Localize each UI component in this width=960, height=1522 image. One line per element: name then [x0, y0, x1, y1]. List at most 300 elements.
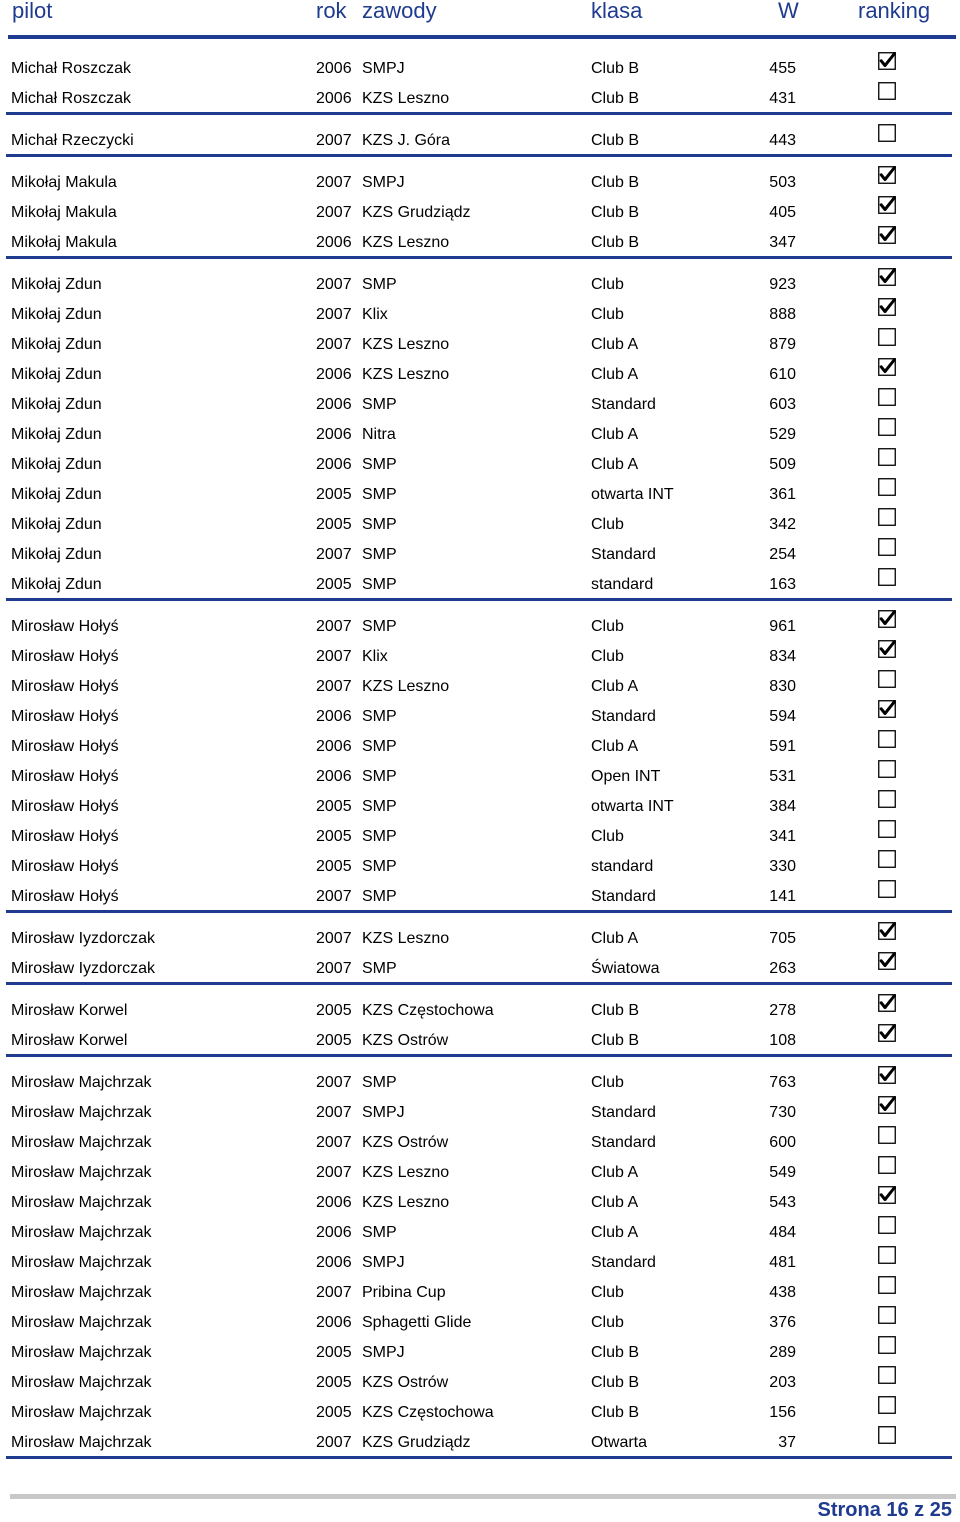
cell-year: 2006 [316, 708, 352, 725]
cell-event: KZS Leszno [362, 678, 450, 695]
cell-event: SMP [362, 1224, 397, 1241]
table-row [0, 366, 960, 396]
cell-w: 529 [769, 426, 796, 443]
empty-box-icon [878, 1336, 896, 1354]
table-row [0, 1194, 960, 1224]
cell-class: Standard [591, 1134, 656, 1151]
cell-class: Club B [591, 60, 640, 77]
cell-year: 2007 [316, 1134, 352, 1151]
table-row [0, 1254, 960, 1284]
header-rok: rok [316, 0, 347, 23]
cell-pilot: Mirosław Hołyś [11, 618, 119, 635]
cell-w: 347 [769, 234, 796, 251]
cell-class: Club B [591, 1374, 640, 1391]
table-row [0, 1434, 960, 1464]
header-ranking: ranking [858, 0, 931, 23]
cell-w: 342 [769, 516, 796, 533]
cell-year: 2005 [316, 1374, 352, 1391]
cell-year: 2007 [316, 1434, 352, 1451]
cell-pilot: Mikołaj Zdun [11, 516, 102, 533]
cell-pilot: Mirosław Hołyś [11, 738, 119, 755]
empty-box-icon [878, 1366, 896, 1384]
empty-box-icon [878, 1276, 896, 1294]
cell-year: 2007 [316, 1104, 352, 1121]
table-row [0, 768, 960, 798]
table-row [0, 1374, 960, 1404]
cell-event: Klix [362, 306, 388, 323]
empty-box-icon [878, 328, 896, 346]
cell-w: 37 [778, 1434, 796, 1451]
checked-box-icon [878, 196, 896, 214]
cell-pilot: Mirosław Majchrzak [11, 1344, 152, 1361]
cell-class: Club B [591, 1344, 640, 1361]
cell-w: 330 [769, 858, 796, 875]
table-row [0, 1002, 960, 1032]
cell-pilot: Mikołaj Zdun [11, 336, 102, 353]
cell-w: 961 [769, 618, 796, 635]
group-separator [6, 598, 952, 601]
cell-w: 431 [769, 90, 796, 107]
footer-rule [10, 1494, 956, 1499]
cell-w: 763 [769, 1074, 796, 1091]
cell-year: 2007 [316, 930, 352, 947]
table-row [0, 174, 960, 204]
checked-box-icon [878, 994, 896, 1012]
cell-class: Club B [591, 1032, 640, 1049]
cell-w: 254 [769, 546, 796, 563]
cell-event: KZS Ostrów [362, 1032, 449, 1049]
cell-w: 156 [769, 1404, 796, 1421]
checked-box-icon [878, 52, 896, 70]
cell-pilot: Mirosław Hołyś [11, 888, 119, 905]
cell-class: standard [591, 576, 654, 593]
cell-w: 610 [769, 366, 796, 383]
cell-class: Club A [591, 366, 639, 383]
checked-box-icon [878, 226, 896, 244]
table-row [0, 888, 960, 918]
empty-box-icon [878, 820, 896, 838]
cell-pilot: Mikołaj Zdun [11, 456, 102, 473]
cell-w: 484 [769, 1224, 796, 1241]
cell-class: Standard [591, 888, 656, 905]
cell-class: Club B [591, 204, 640, 221]
group-separator [6, 256, 952, 259]
table-row [0, 708, 960, 738]
checked-box-icon [878, 298, 896, 316]
table-row [0, 234, 960, 264]
table-row [0, 678, 960, 708]
cell-year: 2007 [316, 960, 352, 977]
cell-year: 2007 [316, 174, 352, 191]
cell-class: otwarta INT [591, 486, 674, 503]
empty-box-icon [878, 1216, 896, 1234]
empty-box-icon [878, 1396, 896, 1414]
cell-year: 2006 [316, 768, 352, 785]
cell-year: 2006 [316, 1254, 352, 1271]
cell-w: 888 [769, 306, 796, 323]
cell-w: 341 [769, 828, 796, 845]
cell-event: Pribina Cup [362, 1284, 446, 1301]
cell-class: Club [591, 1314, 624, 1331]
cell-class: Club A [591, 456, 639, 473]
cell-w: 730 [769, 1104, 796, 1121]
cell-year: 2006 [316, 396, 352, 413]
cell-year: 2007 [316, 678, 352, 695]
cell-w: 278 [769, 1002, 796, 1019]
page-number: Strona 16 z 25 [817, 1499, 952, 1521]
cell-pilot: Mirosław Majchrzak [11, 1224, 152, 1241]
cell-class: Club [591, 1074, 624, 1091]
cell-w: 443 [769, 132, 796, 149]
empty-box-icon [878, 418, 896, 436]
cell-event: SMP [362, 858, 397, 875]
cell-w: 543 [769, 1194, 796, 1211]
cell-pilot: Mirosław Majchrzak [11, 1194, 152, 1211]
cell-class: otwarta INT [591, 798, 674, 815]
cell-event: SMPJ [362, 174, 405, 191]
cell-year: 2005 [316, 486, 352, 503]
empty-box-icon [878, 1156, 896, 1174]
cell-year: 2005 [316, 576, 352, 593]
cell-class: Club [591, 648, 624, 665]
cell-event: SMP [362, 888, 397, 905]
table-row [0, 576, 960, 606]
cell-year: 2006 [316, 1314, 352, 1331]
cell-event: SMP [362, 456, 397, 473]
cell-pilot: Mirosław Hołyś [11, 768, 119, 785]
cell-w: 830 [769, 678, 796, 695]
empty-box-icon [878, 850, 896, 868]
table-row [0, 858, 960, 888]
header-klasa: klasa [591, 0, 643, 23]
table-row [0, 798, 960, 828]
cell-pilot: Mikołaj Zdun [11, 276, 102, 293]
cell-class: Club B [591, 1002, 640, 1019]
cell-w: 141 [769, 888, 796, 905]
cell-year: 2006 [316, 426, 352, 443]
cell-pilot: Mirosław Majchrzak [11, 1374, 152, 1391]
cell-event: SMP [362, 618, 397, 635]
cell-event: SMP [362, 768, 397, 785]
cell-w: 594 [769, 708, 796, 725]
cell-class: Club A [591, 1164, 639, 1181]
cell-year: 2005 [316, 858, 352, 875]
cell-w: 438 [769, 1284, 796, 1301]
cell-event: KZS Leszno [362, 90, 450, 107]
cell-year: 2005 [316, 1002, 352, 1019]
empty-box-icon [878, 730, 896, 748]
cell-pilot: Mirosław Hołyś [11, 678, 119, 695]
cell-event: KZS Częstochowa [362, 1404, 494, 1421]
cell-event: SMP [362, 486, 397, 503]
cell-event: SMPJ [362, 1344, 405, 1361]
cell-pilot: Mikołaj Zdun [11, 426, 102, 443]
table-row [0, 1404, 960, 1434]
cell-pilot: Mikołaj Zdun [11, 306, 102, 323]
cell-pilot: Mirosław Majchrzak [11, 1314, 152, 1331]
cell-pilot: Mirosław Hołyś [11, 828, 119, 845]
cell-class: Club [591, 828, 624, 845]
cell-w: 705 [769, 930, 796, 947]
cell-event: KZS Grudziądz [362, 1434, 471, 1451]
cell-w: 603 [769, 396, 796, 413]
checked-box-icon [878, 640, 896, 658]
cell-event: KZS Ostrów [362, 1374, 449, 1391]
checked-box-icon [878, 922, 896, 940]
cell-class: Club A [591, 1224, 639, 1241]
cell-class: Club A [591, 336, 639, 353]
cell-pilot: Mirosław Hołyś [11, 708, 119, 725]
table-row [0, 1224, 960, 1254]
cell-year: 2007 [316, 204, 352, 221]
table-row [0, 738, 960, 768]
cell-w: 289 [769, 1344, 796, 1361]
table-row [0, 456, 960, 486]
cell-class: Club A [591, 1194, 639, 1211]
cell-class: Standard [591, 396, 656, 413]
cell-year: 2007 [316, 132, 352, 149]
cell-class: Club A [591, 930, 639, 947]
header-zawody: zawody [362, 0, 437, 23]
cell-event: KZS Częstochowa [362, 1002, 494, 1019]
checked-box-icon [878, 358, 896, 376]
cell-year: 2006 [316, 366, 352, 383]
group-separator [6, 112, 952, 115]
cell-pilot: Michał Roszczak [11, 60, 132, 77]
cell-pilot: Mirosław Iyzdorczak [11, 930, 156, 947]
cell-class: Club [591, 276, 624, 293]
checked-box-icon [878, 1096, 896, 1114]
group-separator [6, 154, 952, 157]
cell-w: 263 [769, 960, 796, 977]
cell-class: Standard [591, 1104, 656, 1121]
cell-pilot: Mirosław Korwel [11, 1002, 128, 1019]
empty-box-icon [878, 448, 896, 466]
cell-year: 2005 [316, 1404, 352, 1421]
table-row [0, 1032, 960, 1062]
cell-w: 834 [769, 648, 796, 665]
table-row [0, 60, 960, 90]
empty-box-icon [878, 124, 896, 142]
cell-class: Club [591, 618, 624, 635]
cell-event: SMP [362, 738, 397, 755]
empty-box-icon [878, 790, 896, 808]
cell-year: 2007 [316, 618, 352, 635]
checked-box-icon [878, 166, 896, 184]
cell-class: Standard [591, 1254, 656, 1271]
cell-event: SMP [362, 798, 397, 815]
cell-event: Nitra [362, 426, 396, 443]
cell-class: Club [591, 1284, 624, 1301]
cell-w: 203 [769, 1374, 796, 1391]
table-row [0, 516, 960, 546]
cell-year: 2006 [316, 234, 352, 251]
cell-pilot: Mirosław Majchrzak [11, 1104, 152, 1121]
cell-event: SMPJ [362, 60, 405, 77]
cell-w: 455 [769, 60, 796, 77]
table-row [0, 1134, 960, 1164]
table-row [0, 930, 960, 960]
cell-class: Standard [591, 708, 656, 725]
table-row [0, 1284, 960, 1314]
cell-w: 108 [769, 1032, 796, 1049]
cell-event: SMP [362, 828, 397, 845]
cell-pilot: Mirosław Hołyś [11, 648, 119, 665]
checked-box-icon [878, 610, 896, 628]
table-row [0, 132, 960, 162]
table-header [0, 0, 960, 30]
cell-class: Open INT [591, 768, 661, 785]
cell-class: Club A [591, 678, 639, 695]
cell-class: Club B [591, 174, 640, 191]
table-end-rule [6, 1456, 952, 1459]
empty-box-icon [878, 760, 896, 778]
cell-event: KZS Leszno [362, 930, 450, 947]
cell-event: SMP [362, 708, 397, 725]
cell-w: 481 [769, 1254, 796, 1271]
checked-box-icon [878, 1066, 896, 1084]
cell-pilot: Mirosław Majchrzak [11, 1164, 152, 1181]
cell-event: SMP [362, 516, 397, 533]
table-row [0, 336, 960, 366]
empty-box-icon [878, 508, 896, 526]
table-row [0, 648, 960, 678]
cell-w: 531 [769, 768, 796, 785]
cell-class: Club [591, 306, 624, 323]
cell-year: 2007 [316, 336, 352, 353]
cell-w: 361 [769, 486, 796, 503]
cell-w: 376 [769, 1314, 796, 1331]
empty-box-icon [878, 478, 896, 496]
empty-box-icon [878, 568, 896, 586]
cell-year: 2006 [316, 60, 352, 77]
cell-event: KZS J. Góra [362, 132, 451, 149]
cell-w: 405 [769, 204, 796, 221]
cell-event: KZS Grudziądz [362, 204, 471, 221]
cell-event: KZS Leszno [362, 234, 450, 251]
cell-class: Club A [591, 738, 639, 755]
cell-w: 509 [769, 456, 796, 473]
empty-box-icon [878, 1306, 896, 1324]
cell-pilot: Mikołaj Zdun [11, 396, 102, 413]
cell-pilot: Mirosław Iyzdorczak [11, 960, 156, 977]
cell-class: Światowa [591, 960, 660, 977]
cell-year: 2007 [316, 1074, 352, 1091]
cell-pilot: Mirosław Majchrzak [11, 1074, 152, 1091]
cell-w: 879 [769, 336, 796, 353]
cell-w: 600 [769, 1134, 796, 1151]
cell-w: 923 [769, 276, 796, 293]
table-row [0, 828, 960, 858]
checked-box-icon [878, 700, 896, 718]
cell-pilot: Mirosław Majchrzak [11, 1284, 152, 1301]
cell-pilot: Mikołaj Makula [11, 174, 117, 191]
cell-class: Club A [591, 426, 639, 443]
cell-year: 2005 [316, 1032, 352, 1049]
cell-year: 2005 [316, 516, 352, 533]
cell-event: SMP [362, 546, 397, 563]
cell-class: Club [591, 516, 624, 533]
cell-year: 2007 [316, 546, 352, 563]
cell-pilot: Mikołaj Zdun [11, 366, 102, 383]
cell-event: KZS Leszno [362, 1164, 450, 1181]
table-row [0, 1074, 960, 1104]
cell-pilot: Mikołaj Makula [11, 204, 117, 221]
cell-w: 503 [769, 174, 796, 191]
table-row [0, 1344, 960, 1374]
cell-pilot: Mirosław Korwel [11, 1032, 128, 1049]
checked-box-icon [878, 1024, 896, 1042]
cell-year: 2006 [316, 738, 352, 755]
cell-class: standard [591, 858, 654, 875]
empty-box-icon [878, 1426, 896, 1444]
group-separator [6, 910, 952, 913]
cell-event: SMP [362, 276, 397, 293]
cell-event: KZS Leszno [362, 1194, 450, 1211]
group-separator [6, 1054, 952, 1057]
cell-event: SMP [362, 960, 397, 977]
cell-year: 2005 [316, 1344, 352, 1361]
cell-class: Club B [591, 132, 640, 149]
cell-event: Klix [362, 648, 388, 665]
header-w: W [778, 0, 799, 23]
cell-year: 2006 [316, 456, 352, 473]
cell-pilot: Michał Rzeczycki [11, 132, 134, 149]
cell-pilot: Mirosław Majchrzak [11, 1434, 152, 1451]
table-row [0, 1104, 960, 1134]
cell-year: 2007 [316, 648, 352, 665]
table-row [0, 90, 960, 120]
table-row [0, 276, 960, 306]
header-pilot: pilot [12, 0, 53, 23]
cell-event: Sphagetti Glide [362, 1314, 472, 1331]
cell-event: SMP [362, 396, 397, 413]
cell-class: Club B [591, 1404, 640, 1421]
table-row [0, 396, 960, 426]
empty-box-icon [878, 880, 896, 898]
cell-w: 549 [769, 1164, 796, 1181]
table-row [0, 618, 960, 648]
cell-year: 2005 [316, 798, 352, 815]
cell-pilot: Mikołaj Zdun [11, 486, 102, 503]
cell-year: 2007 [316, 276, 352, 293]
empty-box-icon [878, 1126, 896, 1144]
cell-pilot: Mikołaj Makula [11, 234, 117, 251]
cell-w: 163 [769, 576, 796, 593]
cell-pilot: Mirosław Hołyś [11, 858, 119, 875]
cell-event: KZS Leszno [362, 336, 450, 353]
header-rule [8, 35, 956, 39]
empty-box-icon [878, 670, 896, 688]
cell-w: 591 [769, 738, 796, 755]
cell-pilot: Michał Roszczak [11, 90, 132, 107]
empty-box-icon [878, 538, 896, 556]
cell-class: Club B [591, 234, 640, 251]
cell-pilot: Mirosław Majchrzak [11, 1134, 152, 1151]
cell-event: KZS Ostrów [362, 1134, 449, 1151]
empty-box-icon [878, 388, 896, 406]
table-row [0, 204, 960, 234]
checked-box-icon [878, 952, 896, 970]
cell-year: 2006 [316, 1194, 352, 1211]
table-row [0, 306, 960, 336]
table-row [0, 546, 960, 576]
cell-event: SMPJ [362, 1254, 405, 1271]
group-separator [6, 982, 952, 985]
checked-box-icon [878, 1186, 896, 1204]
cell-event: SMP [362, 576, 397, 593]
cell-class: Club B [591, 90, 640, 107]
